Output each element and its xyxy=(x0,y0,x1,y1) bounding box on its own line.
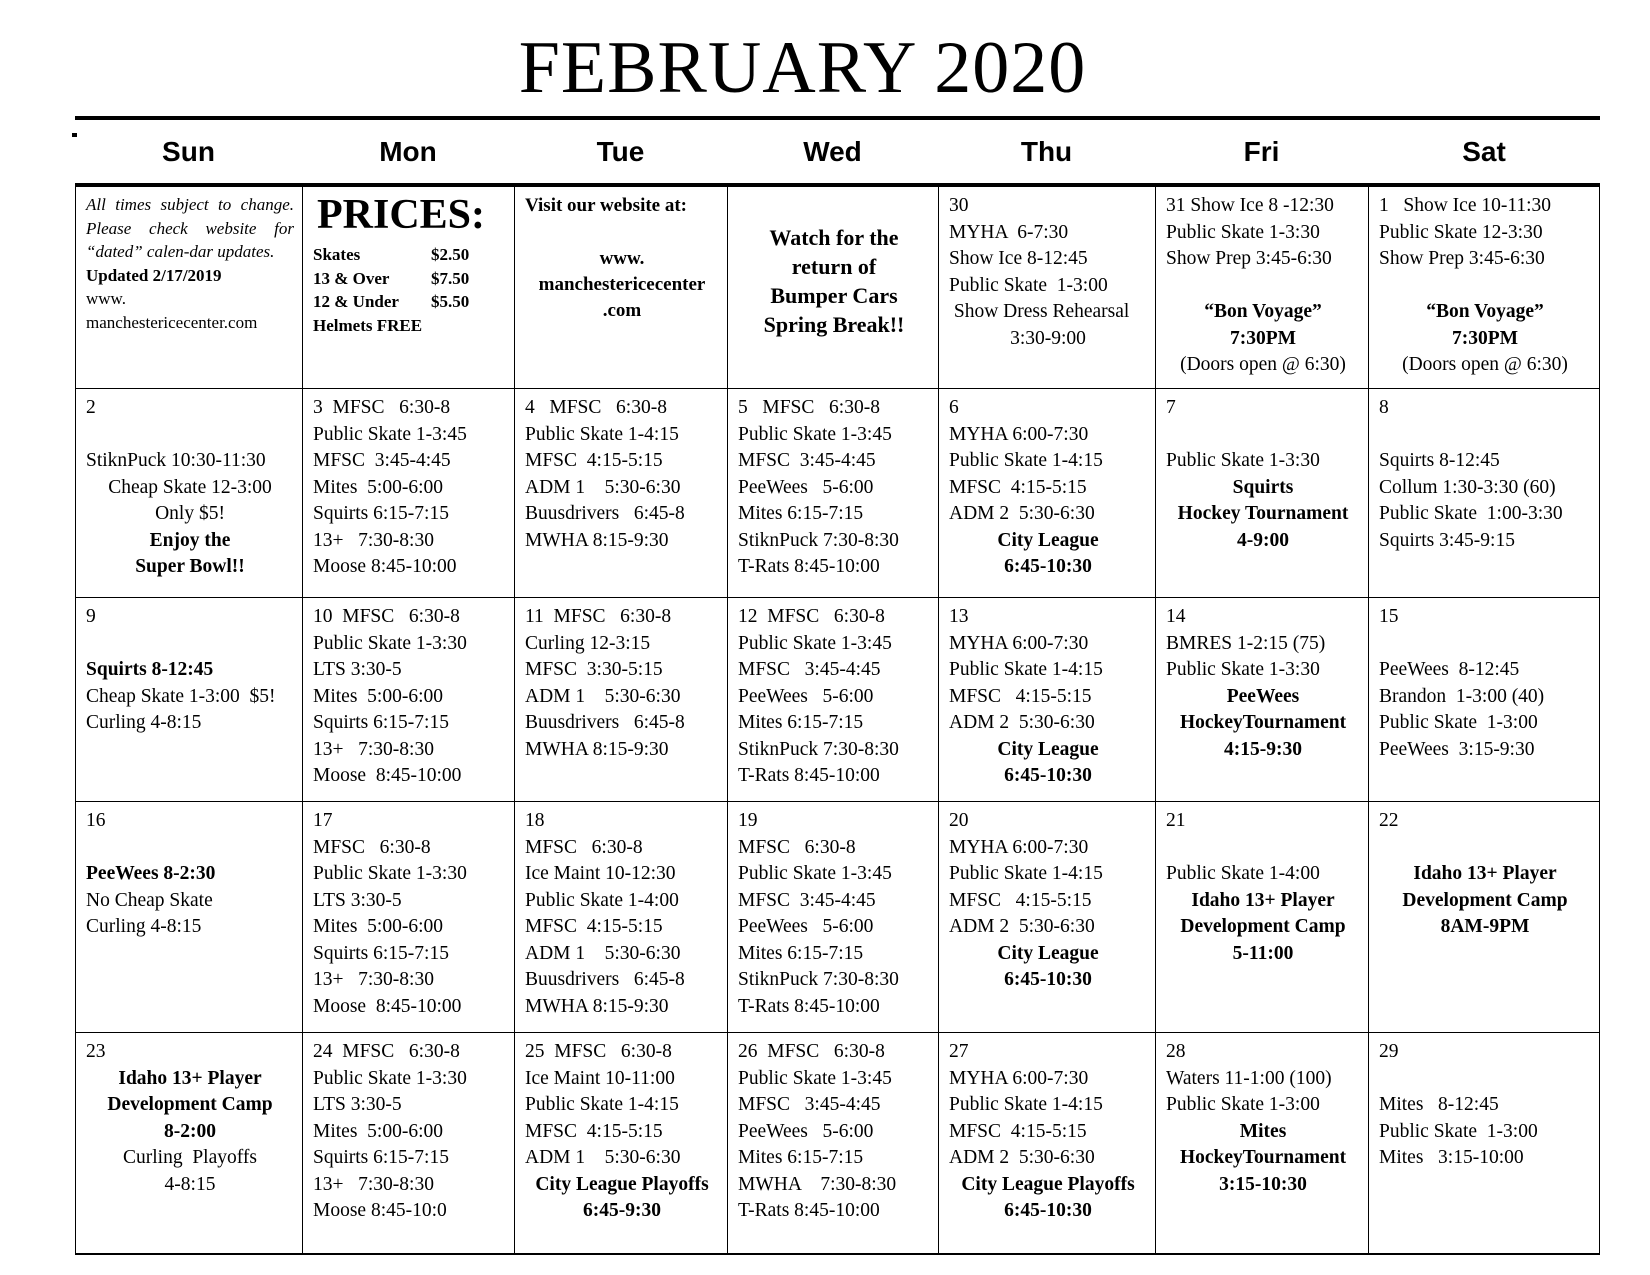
event-line: Squirts 6:15-7:15 xyxy=(313,503,449,524)
event-line: Curling 12-3:15 xyxy=(525,632,651,654)
prices-cell xyxy=(303,187,515,389)
event-line: Cheap Skate 12-3:00 xyxy=(108,476,272,498)
event-line: MWHA 8:15-9:30 xyxy=(525,529,669,551)
day-cell xyxy=(1369,389,1599,598)
event-line: Idaho 13+ Player xyxy=(1413,863,1557,884)
day-cell xyxy=(303,802,515,1033)
day-cell xyxy=(939,1033,1156,1253)
day-number: 4 MFSC 6:30-8 xyxy=(525,397,667,418)
event-line: MFSC 4:15-5:15 xyxy=(949,1120,1087,1142)
event-line: Mites 8-12:45 xyxy=(1379,1094,1499,1115)
price-value: $5.50 xyxy=(431,292,470,311)
event-line: Buusdrivers 6:45-8 xyxy=(525,712,685,733)
day-number: 31 Show Ice 8 -12:30 xyxy=(1166,195,1334,216)
day-number: 15 xyxy=(1379,606,1399,627)
website-intro: Visit our website at: xyxy=(525,195,688,216)
event-line: MFSC 4:15-5:15 xyxy=(525,450,663,471)
event-line: Public Skate 1-3:30 xyxy=(1166,221,1320,243)
event-line: StiknPuck 7:30-8:30 xyxy=(738,529,899,551)
event-line: Waters 11-1:00 (100) xyxy=(1166,1067,1332,1089)
event-line: MWHA 8:15-9:30 xyxy=(525,738,669,760)
price-label: Skates xyxy=(313,245,361,264)
event-line: StiknPuck 7:30-8:30 xyxy=(738,969,899,990)
event-line: City League xyxy=(997,738,1099,760)
event-line: Public Skate 1-3:30 xyxy=(1166,450,1320,471)
day-cell xyxy=(939,802,1156,1033)
price-row xyxy=(313,314,506,338)
event-line: MFSC 3:45-4:45 xyxy=(738,889,876,911)
day-number: 6 xyxy=(949,397,959,418)
event-line: (Doors open @ 6:30) xyxy=(1402,354,1568,375)
event-line: Idaho 13+ Player xyxy=(1191,889,1335,911)
event-line: 4-9:00 xyxy=(1237,529,1289,551)
event-line: 3:15-10:30 xyxy=(1219,1173,1307,1195)
notice-url-line2: manchestericecenter.com xyxy=(86,312,258,332)
day-cell xyxy=(1156,389,1369,598)
event-line: ADM 1 5:30-6:30 xyxy=(525,1147,681,1168)
weekday-header xyxy=(75,122,1600,182)
calendar-grid xyxy=(75,187,1600,1255)
event-line: Mites 5:00-6:00 xyxy=(313,685,443,707)
event-line: Public Skate 1-4:00 xyxy=(1166,863,1320,884)
weekday-sat: Sat xyxy=(1462,136,1506,167)
bumper-line: Spring Break!! xyxy=(763,312,905,337)
event-line: Moose 8:45-10:0 xyxy=(313,1200,447,1221)
event-line: BMRES 1-2:15 (75) xyxy=(1166,632,1326,654)
day-number: 9 xyxy=(86,606,96,627)
event-line: MYHA 6-7:30 xyxy=(949,221,1069,243)
event-line: MYHA 6:00-7:30 xyxy=(949,423,1089,445)
day-number: 5 MFSC 6:30-8 xyxy=(738,397,880,418)
website-cell xyxy=(515,187,728,389)
event-line: Public Skate 1-3:00 xyxy=(1379,712,1538,733)
event-line: Curling 4-8:15 xyxy=(86,712,202,733)
event-line: MYHA 6:00-7:30 xyxy=(949,632,1089,654)
event-line: MFSC 3:45-4:45 xyxy=(313,450,451,471)
notice-text: All times subject to change. Please check website for “dated” calen-dar updates. xyxy=(86,195,294,261)
event-line: T-Rats 8:45-10:00 xyxy=(738,556,880,577)
day-cell xyxy=(1156,598,1369,802)
event-line: Curling Playoffs xyxy=(123,1147,257,1168)
event-line: MFSC 4:15-5:15 xyxy=(949,889,1092,911)
day-number: 7 xyxy=(1166,397,1176,418)
day-number: 30 xyxy=(949,195,969,216)
event-line: 7:30PM xyxy=(1451,327,1519,349)
day-cell xyxy=(1369,1033,1599,1253)
event-line: HockeyTournament xyxy=(1179,1147,1347,1168)
day-cell xyxy=(515,1033,728,1253)
event-line: 7:30PM xyxy=(1229,327,1297,349)
event-line: Show Dress Rehearsal xyxy=(949,301,1130,322)
day-cell xyxy=(728,389,939,598)
event-line: MFSC 3:30-5:15 xyxy=(525,659,663,680)
website-url-line1: www. xyxy=(599,247,645,269)
day-cell xyxy=(515,802,728,1033)
event-line: MFSC 4:15-5:15 xyxy=(525,1120,663,1142)
day-cell xyxy=(1369,802,1599,1033)
event-line: LTS 3:30-5 xyxy=(313,889,402,911)
event-line: Only $5! xyxy=(155,503,225,524)
event-line: Public Skate 1-3:30 xyxy=(313,632,467,654)
event-line: LTS 3:30-5 xyxy=(313,1094,402,1115)
event-line: Squirts 6:15-7:15 xyxy=(313,942,449,964)
day-cell xyxy=(939,187,1156,389)
day-number: 20 xyxy=(949,810,969,831)
day-number: 12 MFSC 6:30-8 xyxy=(738,606,885,627)
day-cell xyxy=(1156,1033,1369,1253)
bumper-cars-notice xyxy=(738,223,930,339)
event-line: Squirts 8-12:45 xyxy=(86,659,214,680)
event-line: Public Skate 1-3:45 xyxy=(313,423,467,445)
event-line: MFSC 4:15-5:15 xyxy=(949,685,1092,707)
event-line: Mites 5:00-6:00 xyxy=(313,916,443,937)
event-line: 4-8:15 xyxy=(164,1173,216,1195)
day-number: 3 MFSC 6:30-8 xyxy=(313,397,451,418)
day-cell xyxy=(1369,187,1599,389)
event-line: ADM 2 5:30-6:30 xyxy=(949,1147,1095,1168)
event-line: MFSC 6:30-8 xyxy=(738,836,856,858)
event-line: Development Camp xyxy=(107,1094,273,1115)
bumper-line: Watch for the xyxy=(769,225,899,250)
price-label: 13 & Over xyxy=(313,268,390,288)
page-title: FEBRUARY 2020 xyxy=(518,27,1087,109)
bumper-line: Bumper Cars xyxy=(770,283,898,308)
event-line: Public Skate 1-4:15 xyxy=(949,863,1103,884)
event-line: Show Ice 8-12:45 xyxy=(949,248,1088,269)
event-line: PeeWees 5-6:00 xyxy=(738,1120,874,1142)
event-line: Mites 5:00-6:00 xyxy=(313,476,443,498)
event-line: 8AM-9PM xyxy=(1440,916,1530,937)
event-line: Mites xyxy=(1239,1120,1287,1142)
event-line: T-Rats 8:45-10:00 xyxy=(738,765,880,786)
event-line: Public Skate 1-4:15 xyxy=(949,659,1103,680)
day-cell xyxy=(728,802,939,1033)
event-line: 4:15-9:30 xyxy=(1224,738,1302,760)
day-number: 10 MFSC 6:30-8 xyxy=(313,606,460,627)
event-line: Public Skate 1-3:30 xyxy=(1166,659,1320,680)
event-line: 13+ 7:30-8:30 xyxy=(313,529,434,551)
event-line: Mites 3:15-10:00 xyxy=(1379,1147,1524,1168)
event-line: Mites 6:15-7:15 xyxy=(738,712,864,733)
day-number: 1 Show Ice 10-11:30 xyxy=(1379,195,1552,216)
event-line: Cheap Skate 1-3:00 $5! xyxy=(86,685,276,707)
day-number: 22 xyxy=(1379,810,1399,831)
day-cell xyxy=(76,598,303,802)
event-line: PeeWees xyxy=(1226,685,1300,707)
event-line: ADM 1 5:30-6:30 xyxy=(525,942,681,964)
day-number: 14 xyxy=(1166,606,1186,627)
price-row xyxy=(313,290,506,314)
event-line: MWHA 7:30-8:30 xyxy=(738,1173,897,1195)
event-line: LTS 3:30-5 xyxy=(313,659,402,680)
event-line: PeeWees 5-6:00 xyxy=(738,476,874,498)
event-line: Mites 5:00-6:00 xyxy=(313,1120,443,1142)
event-line: Squirts 8-12:45 xyxy=(1379,450,1500,471)
notice-cell xyxy=(76,187,303,389)
event-line: T-Rats 8:45-10:00 xyxy=(738,995,880,1017)
event-line: Public Skate 1-3:00 xyxy=(1379,1120,1538,1142)
day-cell xyxy=(1369,598,1599,802)
event-line: Buusdrivers 6:45-8 xyxy=(525,969,685,990)
day-number: 23 xyxy=(86,1041,106,1062)
event-line: ADM 2 5:30-6:30 xyxy=(949,503,1095,524)
bumper-line: return of xyxy=(791,254,877,279)
day-cell xyxy=(939,389,1156,598)
event-line: Mites 6:15-7:15 xyxy=(738,503,864,524)
event-line: MYHA 6:00-7:30 xyxy=(949,836,1089,858)
day-cell xyxy=(515,598,728,802)
event-line: MFSC 3:45-4:45 xyxy=(738,659,881,680)
event-line: StiknPuck 10:30-11:30 xyxy=(86,450,266,471)
event-line: StiknPuck 7:30-8:30 xyxy=(738,738,899,760)
bumper-cars-cell xyxy=(728,187,939,389)
price-label: 12 & Under xyxy=(313,292,399,311)
event-line: Public Skate 1-3:45 xyxy=(738,863,892,884)
event-line: “Bon Voyage” xyxy=(1426,301,1544,322)
event-line: PeeWees 5-6:00 xyxy=(738,685,874,707)
day-number: 24 MFSC 6:30-8 xyxy=(313,1041,460,1062)
event-line: 6:45-10:30 xyxy=(1004,556,1092,577)
event-line: (Doors open @ 6:30) xyxy=(1180,354,1346,375)
day-cell xyxy=(939,598,1156,802)
event-line: Moose 8:45-10:00 xyxy=(313,556,457,577)
event-line: Enjoy the xyxy=(149,529,231,551)
event-line: Squirts xyxy=(1232,476,1294,498)
day-number: 26 MFSC 6:30-8 xyxy=(738,1041,885,1062)
day-number: 18 xyxy=(525,810,545,831)
event-line: Public Skate 1-3:30 xyxy=(313,863,467,884)
price-label: Helmets FREE xyxy=(313,315,423,335)
day-number: 17 xyxy=(313,810,333,831)
event-line: Public Skate 1-4:15 xyxy=(949,1094,1103,1115)
day-cell xyxy=(1156,187,1369,389)
day-cell xyxy=(728,598,939,802)
event-line: Development Camp xyxy=(1180,916,1346,937)
event-line: Public Skate 1-4:00 xyxy=(525,889,679,911)
event-line: Ice Maint 10-12:30 xyxy=(525,863,676,884)
day-number: 11 MFSC 6:30-8 xyxy=(525,606,672,627)
event-line: 13+ 7:30-8:30 xyxy=(313,969,434,990)
event-line: Show Prep 3:45-6:30 xyxy=(1379,248,1545,269)
day-cell xyxy=(303,1033,515,1253)
weekday-fri: Fri xyxy=(1243,136,1280,167)
event-line: Squirts 6:15-7:15 xyxy=(313,712,449,733)
event-line: MYHA 6:00-7:30 xyxy=(949,1067,1089,1089)
event-line: 8-2:00 xyxy=(164,1120,216,1142)
event-line: ADM 2 5:30-6:30 xyxy=(949,712,1095,733)
event-line: ADM 1 5:30-6:30 xyxy=(525,685,681,707)
event-line: Squirts 3:45-9:15 xyxy=(1379,529,1515,551)
event-line: ADM 1 5:30-6:30 xyxy=(525,476,681,498)
event-line: “Bon Voyage” xyxy=(1204,301,1322,322)
event-line: PeeWees 3:15-9:30 xyxy=(1379,738,1535,760)
event-line: MFSC 6:30-8 xyxy=(313,836,431,858)
day-number: 25 MFSC 6:30-8 xyxy=(525,1041,672,1062)
event-line: Public Skate 1:00-3:30 xyxy=(1379,503,1563,524)
day-number: 8 xyxy=(1379,397,1389,418)
event-line: Public Skate 1-3:00 xyxy=(949,274,1108,296)
prices-heading: PRICES: xyxy=(317,192,486,238)
event-line: Collum 1:30-3:30 (60) xyxy=(1379,476,1556,498)
event-line: 6:45-10:30 xyxy=(1004,1200,1092,1221)
weekday-thu: Thu xyxy=(1020,136,1073,167)
day-number: 16 xyxy=(86,810,106,831)
event-line: ADM 2 5:30-6:30 xyxy=(949,916,1095,937)
event-line: Public Skate 1-3:00 xyxy=(1166,1094,1320,1115)
event-line: Development Camp xyxy=(1402,889,1568,911)
event-line: Public Skate 1-4:15 xyxy=(525,423,679,445)
event-line: Public Skate 1-3:30 xyxy=(313,1067,467,1089)
price-value: $7.50 xyxy=(431,268,470,288)
event-line: MFSC 3:45-4:45 xyxy=(738,1094,881,1115)
event-line: Super Bowl!! xyxy=(135,556,245,577)
event-line: Hockey Tournament xyxy=(1177,503,1349,524)
event-line: 13+ 7:30-8:30 xyxy=(313,738,434,760)
event-line: MFSC 3:45-4:45 xyxy=(738,450,876,471)
event-line: Buusdrivers 6:45-8 xyxy=(525,503,685,524)
event-line: Public Skate 1-3:45 xyxy=(738,632,892,654)
event-line: 13+ 7:30-8:30 xyxy=(313,1173,434,1195)
day-cell xyxy=(76,389,303,598)
day-number: 2 xyxy=(86,397,96,418)
event-line: 3:30-9:00 xyxy=(1010,327,1086,349)
event-line: PeeWees 8-12:45 xyxy=(1379,659,1520,680)
day-number: 21 xyxy=(1166,810,1186,831)
event-line: PeeWees 8-2:30 xyxy=(86,863,216,884)
event-line: 6:45-10:30 xyxy=(1004,765,1092,786)
day-number: 27 xyxy=(949,1041,969,1062)
event-line: HockeyTournament xyxy=(1179,712,1347,733)
event-line: Public Skate 12-3:30 xyxy=(1379,221,1543,243)
event-line: PeeWees 5-6:00 xyxy=(738,916,874,937)
event-line: City League xyxy=(997,529,1099,551)
day-cell xyxy=(728,1033,939,1253)
day-number: 13 xyxy=(949,606,969,627)
day-number: 19 xyxy=(738,810,758,831)
notice-url-line1: www. xyxy=(86,289,126,308)
event-line: Squirts 6:15-7:15 xyxy=(313,1147,449,1168)
price-row xyxy=(313,267,506,291)
event-line: Public Skate 1-4:15 xyxy=(949,450,1103,471)
event-line: City League Playoffs xyxy=(961,1173,1135,1195)
event-line: Idaho 13+ Player xyxy=(118,1067,262,1089)
event-line: T-Rats 8:45-10:00 xyxy=(738,1200,880,1221)
website-url-line2: manchestericecenter xyxy=(538,273,706,295)
day-cell xyxy=(76,1033,303,1253)
event-line: 6:45-9:30 xyxy=(583,1200,661,1221)
day-number: 29 xyxy=(1379,1041,1399,1062)
event-line: City League Playoffs xyxy=(535,1173,709,1195)
weekday-tue: Tue xyxy=(596,136,645,167)
day-cell xyxy=(303,598,515,802)
event-line: Ice Maint 10-11:00 xyxy=(525,1067,675,1089)
updated-date: Updated 2/17/2019 xyxy=(86,265,222,285)
event-line: Moose 8:45-10:00 xyxy=(313,995,462,1017)
event-line: 5-11:00 xyxy=(1232,942,1294,964)
event-line: 6:45-10:30 xyxy=(1004,969,1092,990)
event-line: MFSC 4:15-5:15 xyxy=(525,916,663,937)
event-line: MWHA 8:15-9:30 xyxy=(525,995,669,1017)
event-line: Curling 4-8:15 xyxy=(86,916,202,937)
event-line: No Cheap Skate xyxy=(86,889,213,911)
event-line: Mites 6:15-7:15 xyxy=(738,942,864,964)
day-cell xyxy=(76,802,303,1033)
price-row xyxy=(313,243,506,267)
event-line: Public Skate 1-3:45 xyxy=(738,423,892,445)
event-line: Mites 6:15-7:15 xyxy=(738,1147,864,1168)
event-line: City League xyxy=(997,942,1099,964)
weekday-sun: Sun xyxy=(162,136,215,167)
event-line: Public Skate 1-4:15 xyxy=(525,1094,679,1115)
event-line: Brandon 1-3:00 (40) xyxy=(1379,685,1545,707)
price-value: $2.50 xyxy=(431,245,470,264)
title-rule xyxy=(75,116,1600,120)
weekday-wed: Wed xyxy=(803,136,862,167)
event-line: Moose 8:45-10:00 xyxy=(313,765,462,786)
event-line: MFSC 4:15-5:15 xyxy=(949,476,1087,498)
weekday-mon: Mon xyxy=(379,136,437,167)
event-line: Show Prep 3:45-6:30 xyxy=(1166,248,1332,269)
day-cell xyxy=(1156,802,1369,1033)
event-line: MFSC 6:30-8 xyxy=(525,836,643,858)
day-cell xyxy=(515,389,728,598)
day-number: 28 xyxy=(1166,1041,1186,1062)
website-url-line3: .com xyxy=(602,299,642,321)
event-line: Public Skate 1-3:45 xyxy=(738,1067,892,1089)
day-cell xyxy=(303,389,515,598)
